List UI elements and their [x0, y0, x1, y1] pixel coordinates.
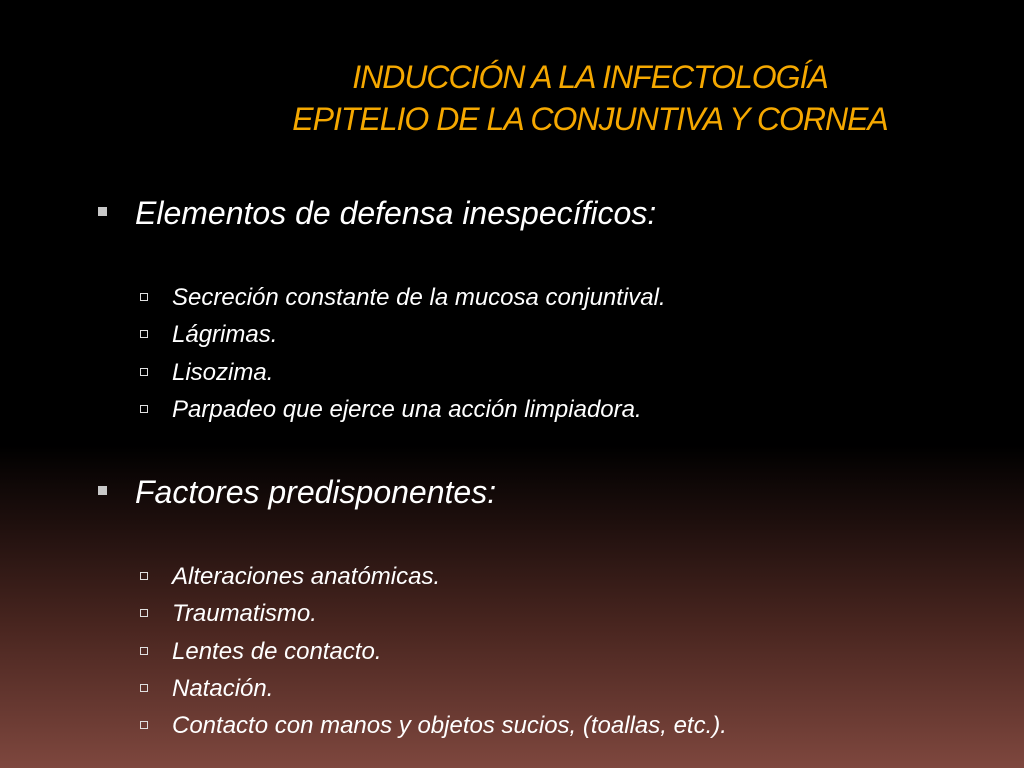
list-item-text: Lágrimas. — [172, 321, 278, 348]
list-item-text: Lisozima. — [172, 359, 274, 386]
list-item-text: Alteraciones anatómicas. — [172, 563, 441, 590]
slide-title — [190, 56, 990, 140]
hollow-square-bullet-icon — [140, 721, 148, 729]
square-bullet-icon — [98, 486, 107, 495]
section-heading-text: Elementos de defensa inespecíficos: — [135, 195, 657, 231]
list-item-text: Secreción constante de la mucosa conjuntival. — [172, 284, 666, 311]
section-heading-text: Factores predisponentes: — [135, 474, 497, 510]
hollow-square-bullet-icon — [140, 684, 148, 692]
hollow-square-bullet-icon — [140, 405, 148, 413]
title-line-1: INDUCCIÓN A LA INFECTOLOGÍA — [352, 59, 828, 95]
hollow-square-bullet-icon — [140, 368, 148, 376]
list-item-text: Lentes de contacto. — [172, 638, 382, 665]
list-item-text: Natación. — [172, 675, 274, 702]
hollow-square-bullet-icon — [140, 647, 148, 655]
list-item-text: Parpadeo que ejerce una acción limpiadora. — [172, 396, 642, 423]
hollow-square-bullet-icon — [140, 330, 148, 338]
hollow-square-bullet-icon — [140, 609, 148, 617]
hollow-square-bullet-icon — [140, 572, 148, 580]
list-item-text: Contacto con manos y objetos sucios, (toallas, etc.). — [172, 712, 727, 739]
hollow-square-bullet-icon — [140, 293, 148, 301]
list-item-text: Traumatismo. — [172, 600, 317, 627]
title-line-2: EPITELIO DE LA CONJUNTIVA Y CORNEA — [292, 101, 888, 137]
square-bullet-icon — [98, 207, 107, 216]
